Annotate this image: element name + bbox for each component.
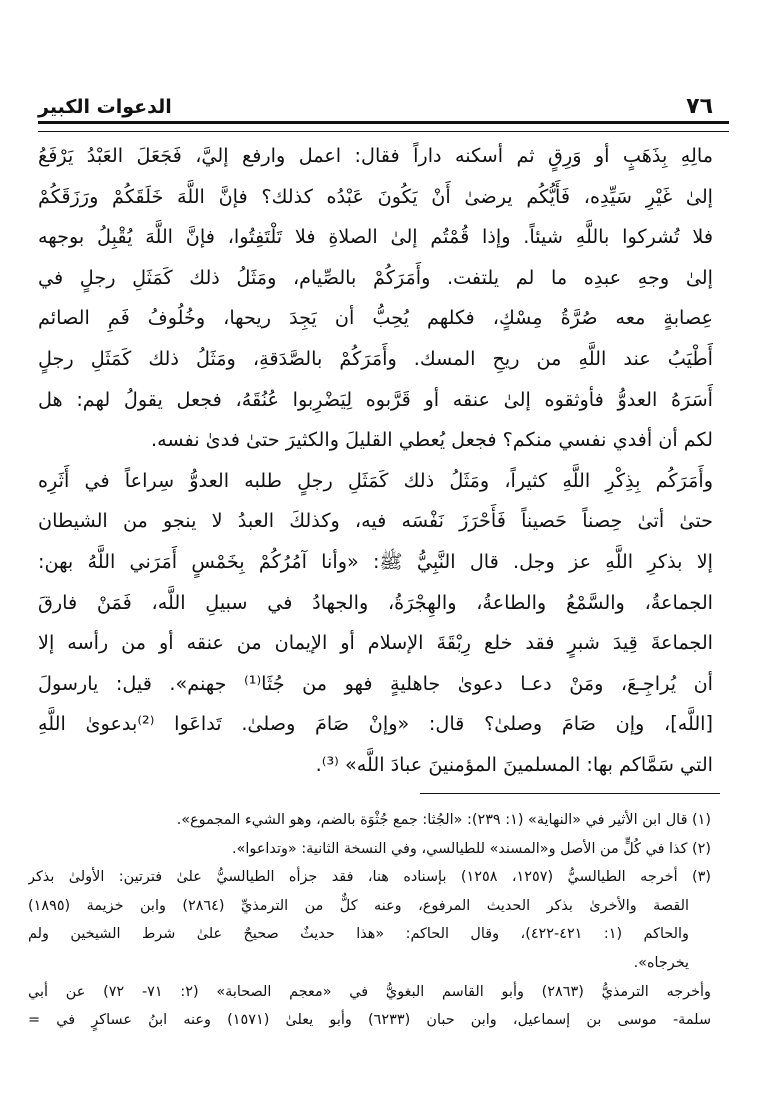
footnote-3-cont: وأخرجه الترمذيُّ (٢٨٦٣) وأبو القاسم البغويُّ في «معجم الصحابة» (٢: ٧١- ٧٢) عن أبي (28, 983, 711, 1000)
running-header (38, 92, 713, 118)
text-line: حتىٰ أتىٰ حِصناً حَصيناً فَأَحْرَزَ نَفْسَه فيه، وكذلكَ العبدُ لا ينجو من الشيطان (38, 509, 713, 533)
text-line: الجماعةَ قِيدَ شبرٍ فقد خلع رِبْقَةَ الإسلام أو الإيمان من عنقه أو من رأسه إلا (38, 631, 713, 655)
text-line: أن يُراجِـعَ، ومَنْ دعـا دعوىٰ جاهليةٍ فهو من جُثَا⁽¹⁾ جهنم». قيل: يارسولَ (38, 671, 713, 695)
footnote-2: (٢) كذا في كُلٍّ من الأصل و«المسند» للطيالسي، وفي النسخة الثانية: «وتداعوا». (232, 840, 711, 857)
footnote-3-cont: سلمة- موسى بن إسماعيل، وابن حبان (٦٢٣٣) وأبو يعلىٰ (١٥٧١) وعنه ابنُ عساكرٍ في = (28, 1012, 711, 1029)
text-line: أَطْيَبُ عند اللَّهِ من ريحِ المسك. وأَمَرَكُمْ بالصَّدَقةِ، ومَثَلُ ذلك كَمَثَلِ رجلٍ (38, 346, 713, 370)
footnotes (28, 806, 711, 1035)
text-line: [اللَّه]، وإن صَامَ وصلىٰ؟ قال: «وإنْ صَامَ وصلىٰ. تَداعَوا ⁽²⁾بدعوىٰ اللَّهِ (38, 712, 713, 736)
footnote-separator (420, 793, 720, 794)
text-line: مالِهِ بِذَهَبٍ أو وَرِقٍ ثم أسكنه داراً فقال: اعمل وارفع إليَّ، فَجَعَلَ العَبْدُ يَرْفَعُ (38, 144, 713, 167)
text-line: إلىٰ وجهِ عبدِه ما لم يلتفت. وأَمَرَكُمْ بالصِّيام، ومَثَلُ ذلك كَمَثَلِ رجلٍ في (38, 265, 713, 289)
page-number: ٧٦ (686, 94, 713, 119)
main-text (38, 136, 713, 786)
book-title: الدعوات الكبير (38, 96, 172, 118)
text-line: الجماعةُ، والسَّمْعُ والطاعةُ، والهِجْرَةُ، والجهادُ في سبيلِ اللَّه، فَمَنْ فارقَ (38, 590, 713, 614)
header-double-rule (38, 121, 729, 132)
text-line: أَسَرَهُ العدوُّ فأوثقوه إلىٰ عنقه أو قَرَّبوه لِيَضْرِبوا عُنُقَهُ، فجعل يقولُ لهم: هل (38, 387, 713, 411)
footnote-3: (٣) أخرجه الطيالسيُّ (١٢٥٧، ١٢٥٨) بإسناده هنا، فقد جزأه الطيالسيُّ علىٰ فترتين: الأولىٰ بذكر (28, 869, 711, 886)
footnote-3-cont: يخرجاه». (633, 954, 689, 971)
footnote-1: (١) قال ابن الأثير في «النهاية» (١: ٢٣٩): «الجُثا: جمع جُثْوَة بالضم، وهو الشيء المجموع». (176, 812, 711, 828)
text-line: وأَمَرَكُم بِذِكْرِ اللَّهِ كثيراً، ومَثَلُ ذلك كَمَثَلِ رجلٍ طلبه العدوُّ سِراعاً في أَثَرِه (38, 468, 713, 492)
text-line: فلا تُشركوا باللَّهِ شيئاً. وإذا قُمْتُم إلىٰ الصلاةِ فلا تَلْتَفِتُوا، فإنَّ اللَّهَ يُقْبِلُ بوجهه (38, 225, 713, 249)
text-line: لكم أن أفدي نفسي منكم؟ فجعل يُعطي القليلَ والكثيرَ حتىٰ فدىٰ نفسه. (151, 428, 713, 452)
text-line: عِصابةٍ معه صُرَّةُ مِسْكٍ، فكلهم يُحِبُّ أن يَجِدَ ريحها، وخُلُوفُ فَمِ الصائم (38, 306, 713, 330)
text-line: التي سَمَّاكم بها: المسلمينَ المؤمنينَ عبادَ اللَّه» ⁽³⁾. (315, 752, 713, 776)
text-line: إلا بذكرِ اللَّهِ عز وجل. قال النَّبِيُّ ﷺ: «وأنا آمُرُكُمْ بِخَمْسٍ أَمَرَني اللَّهُ بهن: (38, 549, 713, 573)
text-line: إلىٰ غَيْرِ سَيِّدِه، فَأَيُّكُم يرضىٰ أَنْ يَكُونَ عَبْدُه كذلك؟ فإنَّ اللَّهَ خَلَقَكُمْ ورَزَقَكُمْ (38, 184, 713, 208)
footnote-3-cont: والحاكم (١: ٤٢١-٤٢٢)، وقال الحاكم: «هذا حديثٌ صحيحٌ علىٰ شرط الشيخين ولم (28, 926, 689, 943)
footnote-3-cont: القصة والأخرىٰ بذكر الحديث المرفوع، وعنه كلٌّ من الترمذيِّ (٢٨٦٤) وابن خزيمة (١٨٩٥) (28, 897, 689, 914)
